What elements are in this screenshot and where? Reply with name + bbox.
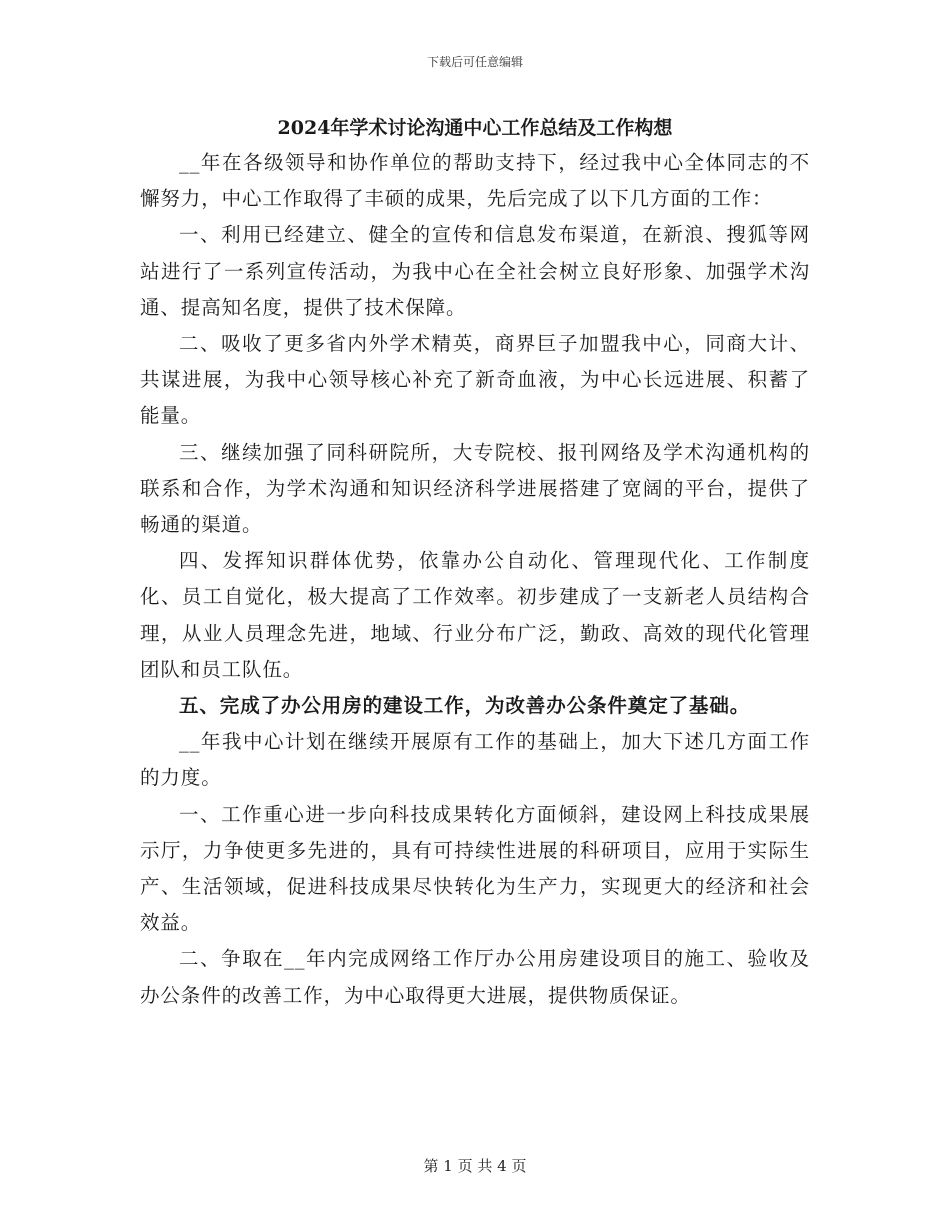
paragraph-plan-intro: __年我中心计划在继续开展原有工作的基础上，加大下述几方面工作的力度。: [140, 730, 810, 790]
paragraph-item-5: 五、完成了办公用房的建设工作，为改善办公条件奠定了基础。: [179, 694, 751, 718]
paragraph-item-2: 二、吸收了更多省内外学术精英，商界巨子加盟我中心，同商大计、共谋进展，为我中心领导核心补充了新奇血液，为中心长远进展、积蓄了能量。: [140, 332, 810, 428]
document-body: [140, 145, 810, 1014]
document-title: 2024年学术讨论沟通中心工作总结及工作构想: [277, 117, 673, 139]
paragraph-plan-1: 一、工作重心进一步向科技成果转化方面倾斜，建设网上科技成果展示厅，力争使更多先进的，具有可持续性进展的科研项目，应用于实际生产、生活领域，促进科技成果尽快转化为生产力，实现更大的经济和社会效益。: [140, 802, 810, 935]
paragraph-intro: __年在各级领导和协作单位的帮助支持下，经过我中心全体同志的不懈努力，中心工作取得了丰硕的成果，先后完成了以下几方面的工作：: [140, 151, 810, 211]
page-number: 第 1 页 共 4 页: [423, 1157, 527, 1175]
paragraph-item-4: 四、发挥知识群体优势，依靠办公自动化、管理现代化、工作制度化、员工自觉化，极大提高了工作效率。初步建成了一支新老人员结构合理，从业人员理念先进，地域、行业分布广泛，勤政、高效的现代化管理团队和员工队伍。: [140, 549, 810, 681]
paragraph-plan-2: 二、争取在__年内完成网络工作厅办公用房建设项目的施工、验收及办公条件的改善工作，为中心取得更大进展，提供物质保证。: [140, 947, 810, 1007]
paragraph-item-3: 三、继续加强了同科研院所，大专院校、报刊网络及学术沟通机构的联系和合作，为学术沟通和知识经济科学进展搭建了宽阔的平台，提供了畅通的渠道。: [140, 440, 810, 537]
paragraph-item-1: 一、利用已经建立、健全的宣传和信息发布渠道，在新浪、搜狐等网站进行了一系列宣传活动，为我中心在全社会树立良好形象、加强学术沟通、提高知名度，提供了技术保障。: [140, 223, 810, 319]
header-note: 下载后可任意编辑: [426, 55, 523, 69]
